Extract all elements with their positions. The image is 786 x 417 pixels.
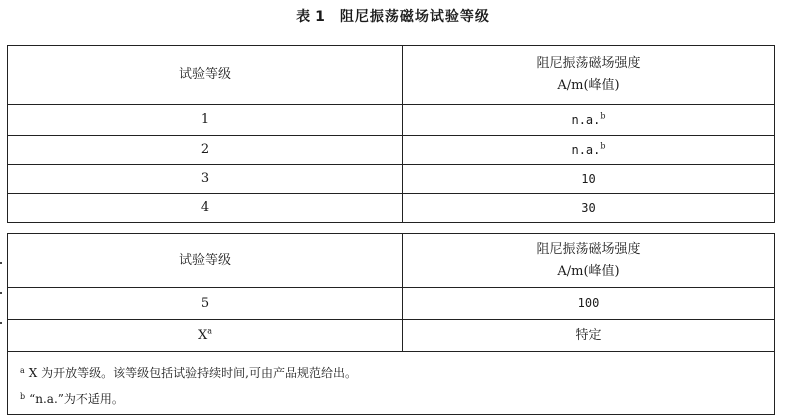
footnote-b — [8, 385, 774, 411]
table-row — [8, 136, 775, 165]
caption-number: 1 — [315, 9, 326, 25]
footnotes-cell — [8, 352, 775, 415]
cell-value: n.a.$^b$ — [403, 136, 775, 165]
cell-value: 100 — [403, 288, 775, 320]
table-caption — [0, 6, 786, 26]
cell-value: 10 — [403, 165, 775, 194]
footnote-ref: b — [600, 141, 606, 151]
table-row — [8, 320, 775, 352]
cell-level: 2 — [8, 136, 403, 165]
table-row — [8, 288, 775, 320]
header-field-strength-title: 阻尼振荡磁场强度 — [536, 241, 641, 257]
footnotes-row — [8, 352, 775, 415]
scan-edge-mark — [0, 322, 2, 324]
footnote-ref: b — [600, 111, 606, 121]
table-row — [8, 194, 775, 223]
table-row — [8, 165, 775, 194]
cell-value: 30 — [403, 194, 775, 223]
caption-text: 阻尼振荡磁场试验等级 — [339, 9, 490, 25]
scan-edge-mark — [0, 292, 2, 294]
footnote-a — [8, 359, 774, 385]
header-field-strength-unit: A/m(峰值) — [557, 263, 620, 279]
test-level-table-part-1 — [7, 45, 775, 223]
cell-level: 3 — [8, 165, 403, 194]
caption-label: 表 — [296, 9, 312, 25]
header-field-strength-unit: A/m(峰值) — [557, 78, 620, 93]
scan-edge-mark — [0, 262, 2, 264]
cell-value: 特定 — [403, 320, 775, 352]
cell-level: $X^a$ — [8, 320, 403, 352]
cell-level: 5 — [8, 288, 403, 320]
header-test-level: 试验等级 — [8, 234, 403, 288]
footnote-ref: a — [207, 326, 213, 336]
header-field-strength — [403, 46, 775, 105]
cell-level: 1 — [8, 105, 403, 136]
table-row — [8, 105, 775, 136]
footnote-mark: b — [20, 391, 26, 401]
footnote-text: X 为开放等级。该等级包括试验持续时间,可由产品规范给出。 — [28, 365, 357, 380]
header-field-strength — [403, 234, 775, 288]
footnote-mark: a — [20, 365, 25, 375]
header-field-strength-title: 阻尼振荡磁场强度 — [536, 56, 641, 71]
test-level-table-part-2 — [7, 233, 775, 415]
footnote-text: “n.a.”为不适用。 — [29, 391, 124, 406]
table-header-row — [8, 234, 775, 288]
header-test-level: 试验等级 — [8, 46, 403, 105]
table-header-row — [8, 46, 775, 105]
cell-value: n.a.$^b$ — [403, 105, 775, 136]
cell-level: 4 — [8, 194, 403, 223]
